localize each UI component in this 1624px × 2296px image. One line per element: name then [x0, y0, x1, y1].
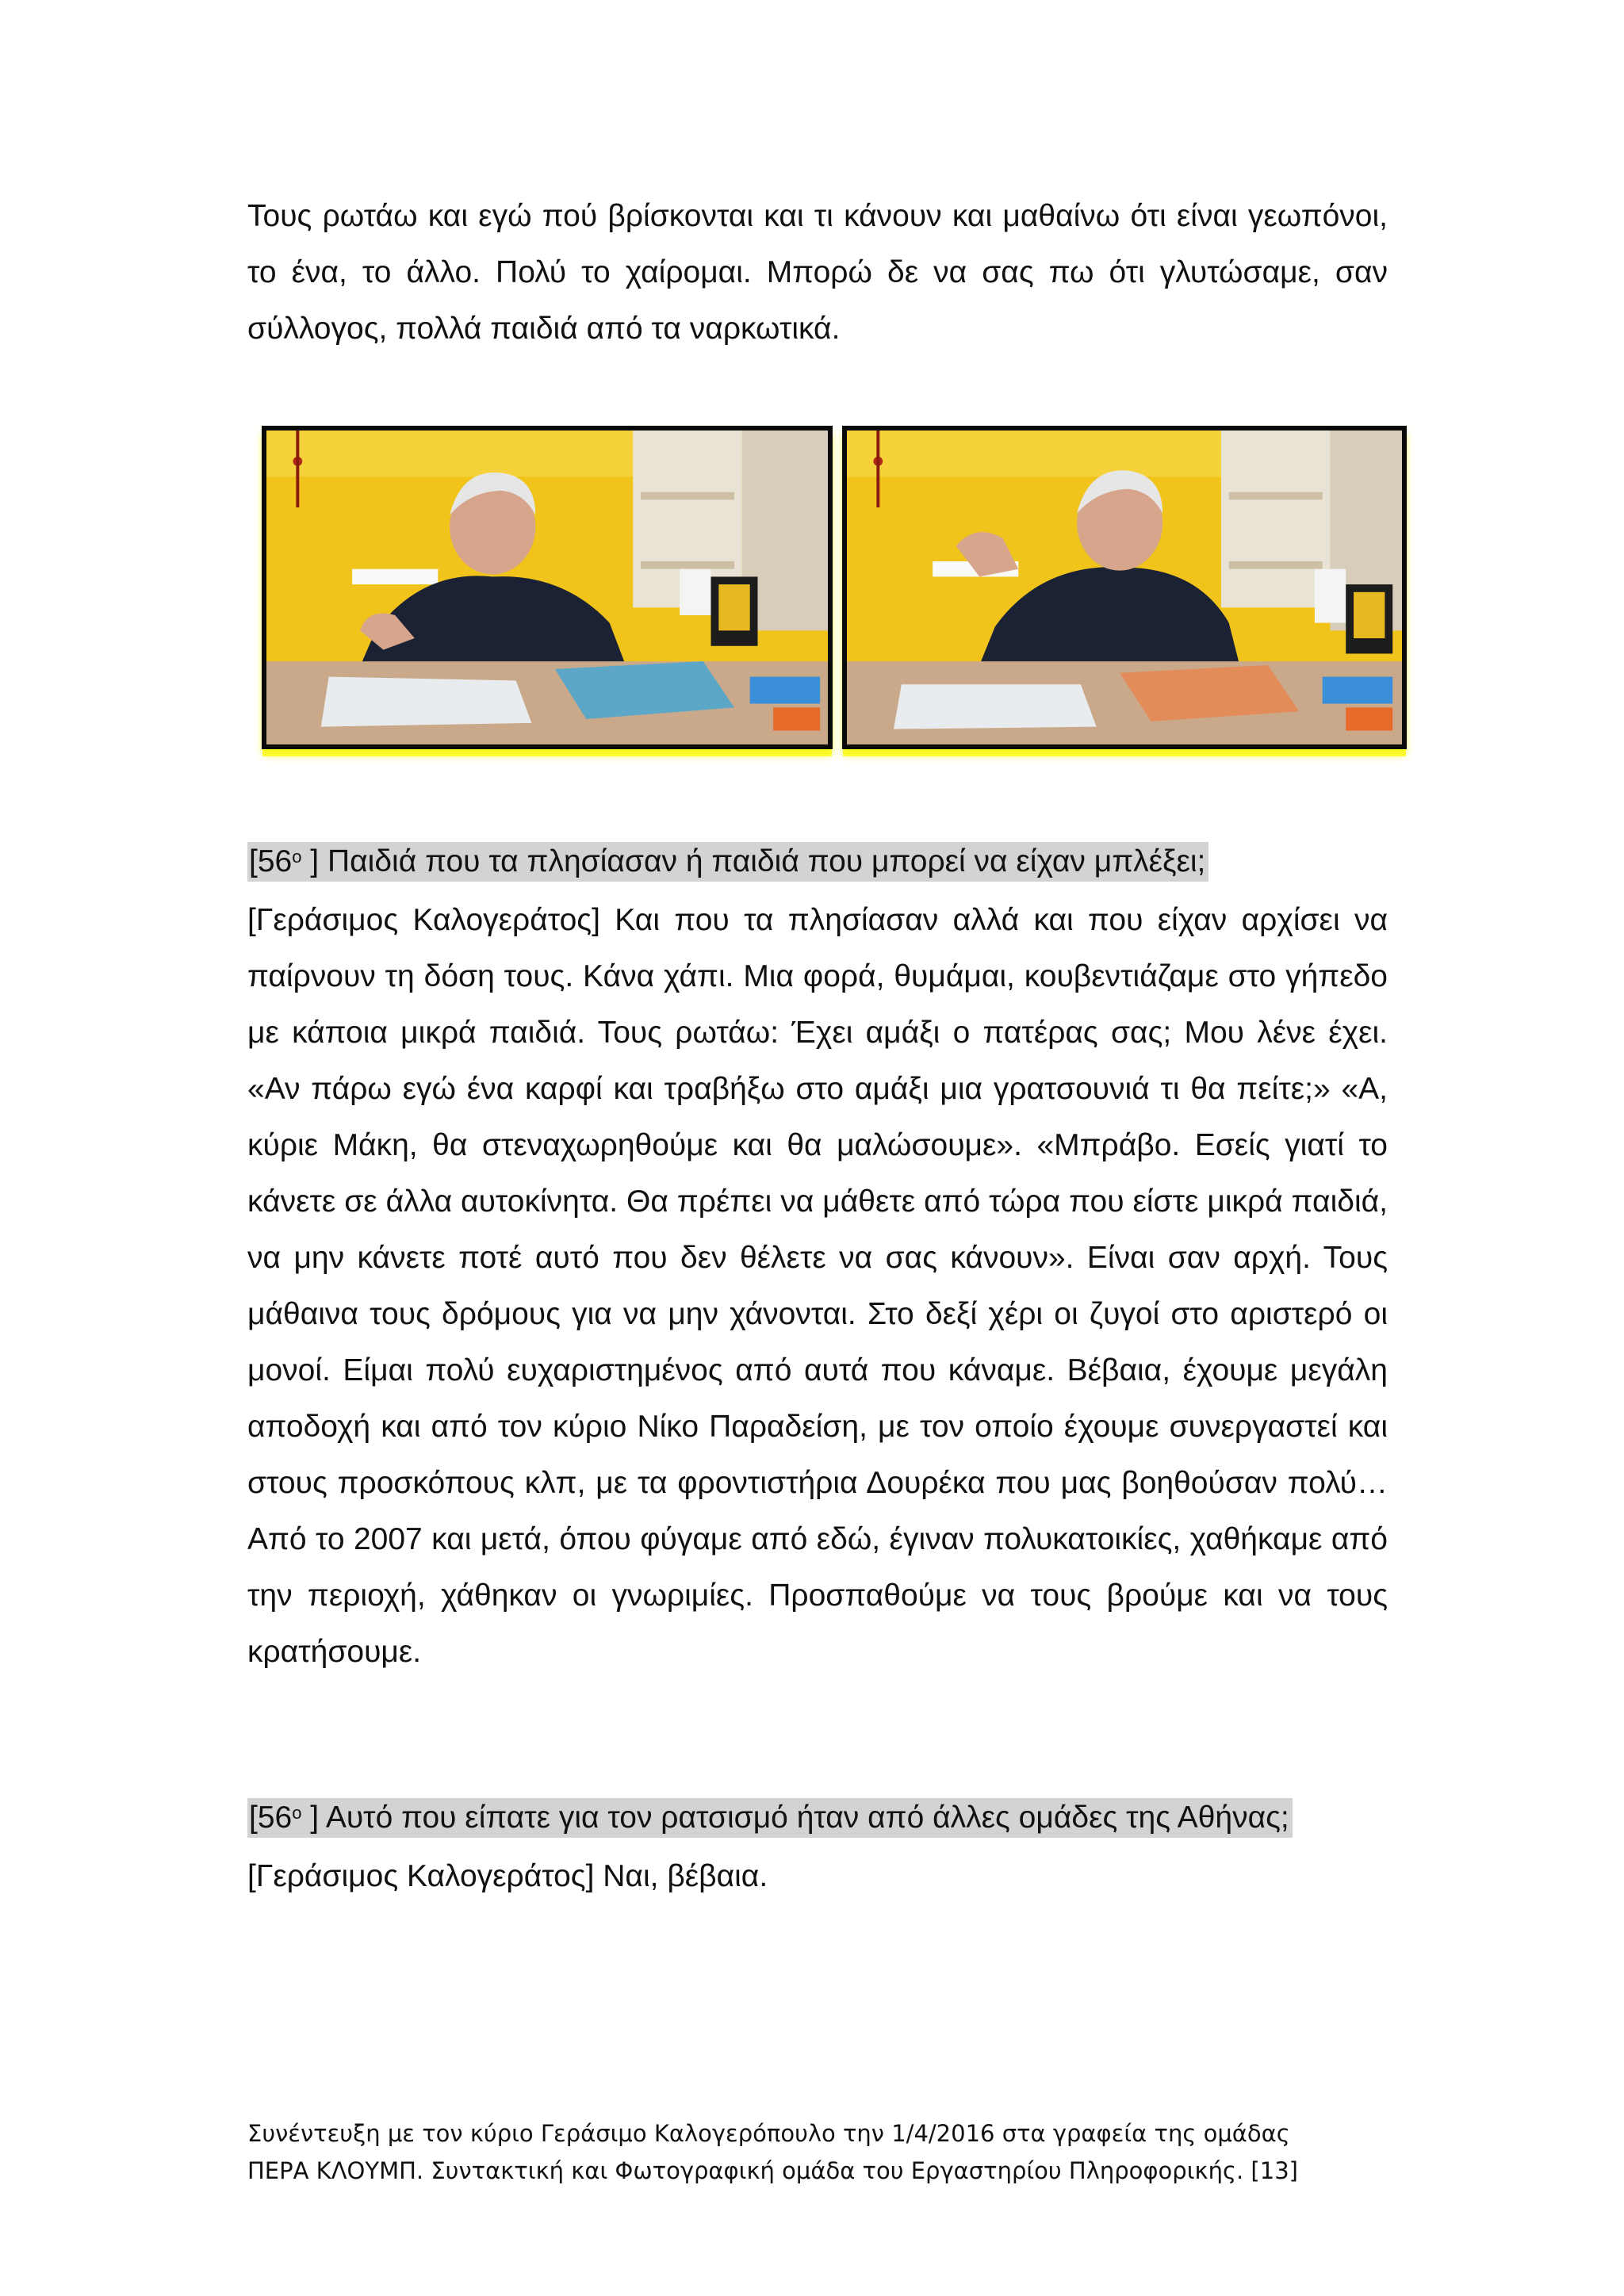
question-timestamp: [56: [249, 844, 293, 878]
intro-paragraph: Τους ρωτάω και εγώ πού βρίσκονται και τι κάνουν και μαθαίνω ότι είναι γεωπόνοι, το ένα, το άλλο. Πολύ το χαίρομαι. Μπορώ δε να σας πω ότι γλυτώσαμε, σαν σύλλογος, πολλά παιδιά από τα ναρκωτικά.: [247, 199, 1388, 346]
question-superscript: ο: [292, 1803, 302, 1823]
question-text: ] Αυτό που είπατε για τον ρατσισμό ήταν από άλλες ομάδες της Αθήνας;: [301, 1800, 1289, 1835]
interview-photo-right: [842, 426, 1407, 749]
footer-line-1: Συνέντευξη με τον κύριο Γεράσιμο Καλογερόπουλο την 1/4/2016 στα γραφεία της ομάδας: [247, 2120, 1290, 2147]
interviewer-question-1: [247, 842, 1208, 882]
answer-paragraph-2: [Γεράσιμος Καλογεράτος] Ναι, βέβαια.: [247, 1859, 768, 1893]
interview-photo-left: [262, 426, 833, 749]
answer-paragraph-1: [Γεράσιμος Καλογεράτος] Και που τα πλησίασαν αλλά και που είχαν αρχίσει να παίρνουν τη δόση τους. Κάνα χάπι. Μια φορά, θυμάμαι, κουβεντιάζαμε στο γήπεδο με κάποια μικρά παιδιά. Τους ρωτάω: Έχει αμάξι ο πατέρας σας; Μου λένε έχει. «Αν πάρω εγώ ένα καρφί και τραβήξω στο αμάξι μια γρατσουνιά τι θα πείτε;» «Α, κύριε Μάκη, θα στεναχωρηθούμε και θα μαλώσουμε». «Μπράβο. Εσείς γιατί το κάνετε σε άλλα αυτοκίνητα. Θα πρέπει να μάθετε από τώρα που είστε μικρά παιδιά, να μην κάνετε ποτέ αυτό που δεν θέλετε να σας κάνουν». Είναι σαν αρχή. Τους μάθαινα τους δρόμους για να μην χάνονται. Στο δεξί χέρι οι ζυγοί στο αριστερό οι μονοί. Είμαι πολύ ευχαριστημένος από αυτά που κάναμε. Βέβαια, έχουμε μεγάλη αποδοχή και από τον κύριο Νίκο Παραδείση, με τον οποίο έχουμε συνεργαστεί και στους προσκόπους κλπ, με τα φροντιστήρια Δουρέκα που μας βοηθούσαν πολύ… Από το 2007 και μετά, όπου φύγαμε από εδώ, έγιναν πολυκατοικίες, χαθήκαμε από την περιοχή, χάθηκαν οι γνωριμίες. Προσπαθούμε να τους βρούμε και να τους κρατήσουμε.: [247, 903, 1388, 1669]
question-text: ] Παιδιά που τα πλησίασαν ή παιδιά που μπορεί να είχαν μπλέξει;: [301, 844, 1206, 878]
interviewer-question-2: [247, 1798, 1293, 1838]
footer-line-2: ΠΕΡΑ ΚΛΟΥΜΠ. Συντακτική και Φωτογραφική ομάδα του Εργαστηρίου Πληροφορικής. [13]: [247, 2157, 1298, 2184]
page-footer: [247, 2115, 1298, 2190]
question-superscript: ο: [292, 847, 302, 867]
question-timestamp: [56: [249, 1800, 293, 1835]
